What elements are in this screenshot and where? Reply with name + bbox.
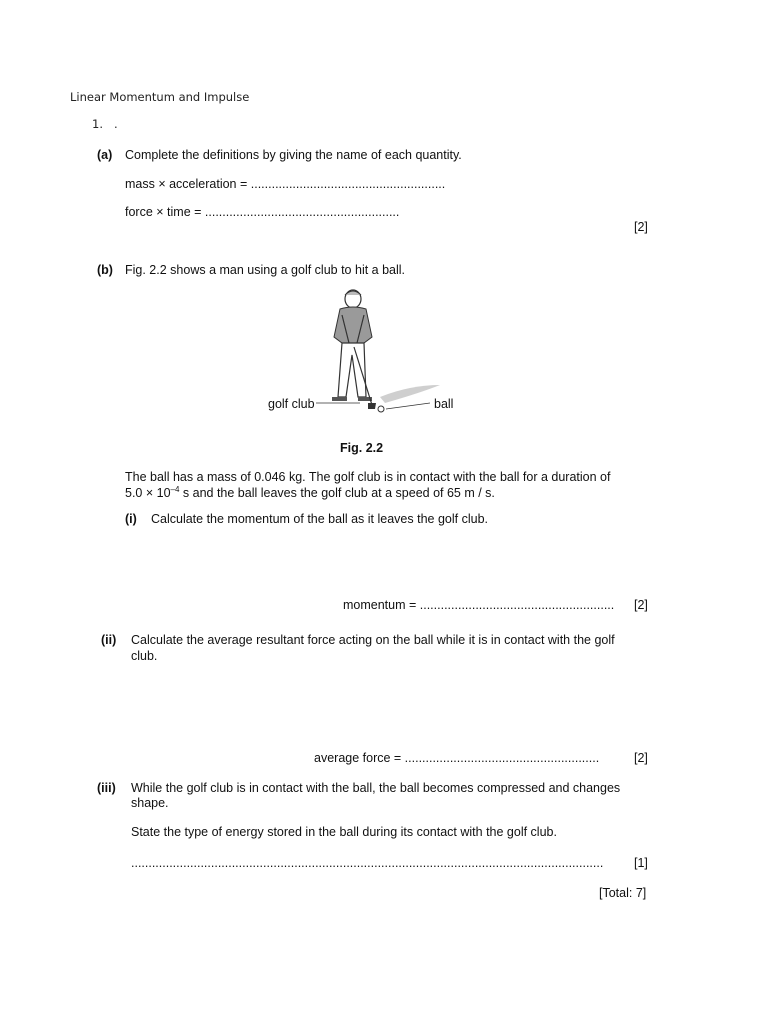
info-value-duration: 5.0 × 10 <box>125 486 171 501</box>
part-b-ii-prompt-line-1: Calculate the average resultant force acting on the ball while it is in contact with the golf <box>131 633 615 647</box>
part-b-ii-prompt-line-2: club. <box>131 649 158 663</box>
part-a-line-2: force × time = ........................................................ <box>125 205 400 219</box>
part-b-info-line-2 <box>125 485 495 500</box>
part-b-i-label: (i) <box>125 512 137 526</box>
part-b-iii-prompt-line-2: shape. <box>131 796 169 810</box>
part-b-info-line-1: The ball has a mass of 0.046 kg. The golf club is in contact with the ball for a duration of <box>125 470 611 484</box>
part-b-iii-label: (iii) <box>97 781 116 795</box>
part-b-ii-label: (ii) <box>101 633 117 647</box>
part-a-label: (a) <box>97 148 113 162</box>
ball-leader-line <box>386 403 430 409</box>
part-b-ii-marks: [2] <box>634 751 648 765</box>
energy-answer-line: ........................................................................................................................................ <box>131 856 604 870</box>
average-force-answer-line: average force = ........................................................ <box>314 751 600 765</box>
question-number-dot: . <box>114 117 118 131</box>
part-b-i-prompt: Calculate the momentum of the ball as it leaves the golf club. <box>151 512 488 526</box>
total-marks: [Total: 7] <box>599 886 647 900</box>
figure-caption: Fig. 2.2 <box>340 441 384 455</box>
part-b-label: (b) <box>97 263 113 277</box>
part-a-line-1: mass × acceleration = ........................................................ <box>125 177 446 191</box>
document-title: Linear Momentum and Impulse <box>70 90 250 104</box>
info-line-2-rest: s and the ball leaves the golf club at a speed of 65 m / s. <box>179 486 495 501</box>
golfer-cap <box>345 291 361 295</box>
part-b-i-marks: [2] <box>634 598 648 612</box>
golfer-legs <box>338 343 366 397</box>
golfer-torso <box>334 307 372 343</box>
golfer-left-shoe <box>332 397 347 401</box>
momentum-answer-line: momentum = ........................................................ <box>343 598 615 612</box>
part-b-prompt: Fig. 2.2 shows a man using a golf club to hit a ball. <box>125 263 406 277</box>
golf-ball <box>378 406 384 412</box>
figure-label-ball: ball <box>434 397 454 411</box>
shadow-shape <box>380 385 440 403</box>
part-a-prompt: Complete the definitions by giving the name of each quantity. <box>125 148 462 162</box>
info-exponent: –4 <box>170 485 180 494</box>
figure-label-golf-club: golf club <box>268 397 315 411</box>
golf-club-head <box>368 403 376 409</box>
part-b-iii-prompt-line-1: While the golf club is in contact with the ball, the ball becomes compressed and changes <box>131 781 621 795</box>
part-a-marks: [2] <box>634 220 648 234</box>
part-b-iii-marks: [1] <box>634 856 648 870</box>
question-number: 1. <box>92 117 103 131</box>
part-b-iii-prompt-line-3: State the type of energy stored in the ball during its contact with the golf club. <box>131 825 557 839</box>
